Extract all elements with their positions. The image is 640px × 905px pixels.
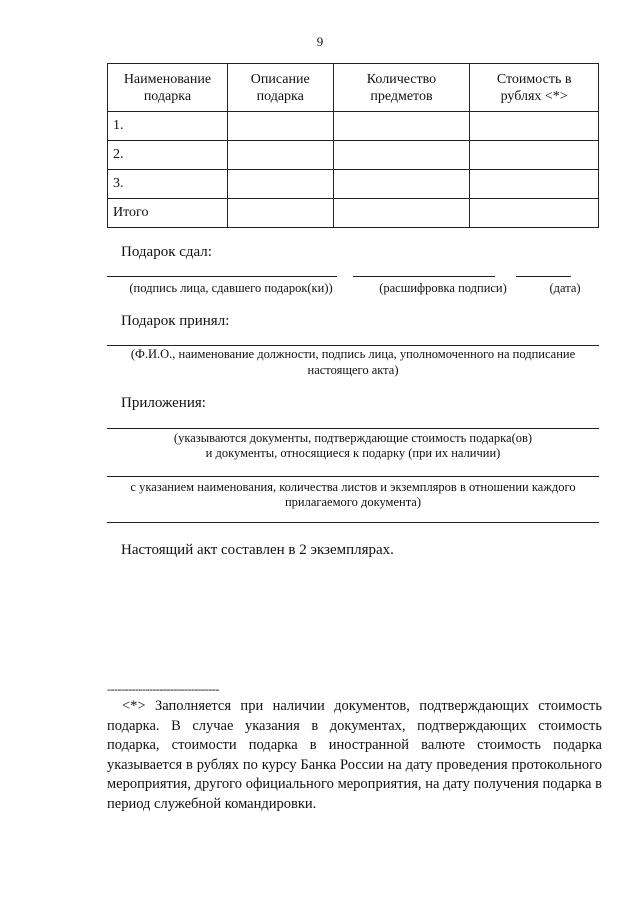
row-label: Итого	[108, 199, 228, 228]
table-cell	[333, 170, 470, 199]
attachments-caption-line3: с указанием наименования, количества листов и экземпляров в отношении каждого	[130, 480, 576, 494]
table-header-row	[108, 64, 599, 112]
table-cell	[227, 170, 333, 199]
copies-statement: Настоящий акт составлен в 2 экземплярах.	[121, 542, 394, 558]
header-cost: Стоимость в рублях <*>	[470, 64, 599, 112]
header-gift-description: Описание подарка	[227, 64, 333, 112]
date-line	[516, 276, 571, 277]
signature-line	[107, 276, 337, 277]
table-cell	[470, 199, 599, 228]
table-cell	[333, 199, 470, 228]
attachments-line-3	[107, 522, 599, 523]
attachments-caption-line1: (указываются документы, подтверждающие стоимость подарка(ов)	[173, 431, 533, 445]
table-cell	[227, 141, 333, 170]
table-cell	[333, 112, 470, 141]
footnote	[107, 697, 602, 814]
table-cell	[470, 112, 599, 141]
date-caption: (дата)	[549, 281, 581, 295]
footnote-text: <*> Заполняется при наличии документов, подтверждающих стоимость подарка. В случае указания в документах, подтверждающих стоимость подарка, стоимости подарка в иностранной валюте стоимость подарка указывается в рублях по курсу Банка России на дату проведения протокольного мероприятия, другого официального мероприятия, на дату получения подарка в период служебной командировки.	[107, 698, 602, 812]
table-row	[108, 112, 599, 141]
attachments-line-2	[107, 476, 599, 477]
attachments-line-1	[107, 428, 599, 429]
row-label: 1.	[108, 112, 228, 141]
table-row	[108, 170, 599, 199]
row-label: 3.	[108, 170, 228, 199]
table-cell	[333, 141, 470, 170]
table-cell	[227, 199, 333, 228]
decryption-line	[353, 276, 495, 277]
table-cell	[470, 170, 599, 199]
page-number: 9	[316, 34, 324, 49]
table-row	[108, 141, 599, 170]
table-cell	[470, 141, 599, 170]
table-cell	[227, 112, 333, 141]
received-caption-line2: настоящего акта)	[307, 363, 399, 377]
attachments-caption-line4: прилагаемого документа)	[284, 495, 422, 509]
header-quantity: Количество предметов	[333, 64, 470, 112]
signature-caption: (подпись лица, сдавшего подарок(ки))	[129, 281, 333, 295]
table-total-row	[108, 199, 599, 228]
header-gift-name: Наименование подарка	[108, 64, 228, 112]
handed-over-label: Подарок сдал:	[121, 244, 212, 260]
row-label: 2.	[108, 141, 228, 170]
footnote-separator: --------------------------------	[107, 682, 219, 696]
received-caption-line1: (Ф.И.О., наименование должности, подпись лица, уполномоченного на подписание	[130, 347, 576, 361]
attachments-label: Приложения:	[121, 395, 206, 411]
attachments-caption-line2: и документы, относящиеся к подарку (при их наличии)	[205, 446, 501, 460]
received-label: Подарок принял:	[121, 313, 230, 329]
decryption-caption: (расшифровка подписи)	[379, 281, 507, 295]
gift-table	[107, 63, 599, 228]
